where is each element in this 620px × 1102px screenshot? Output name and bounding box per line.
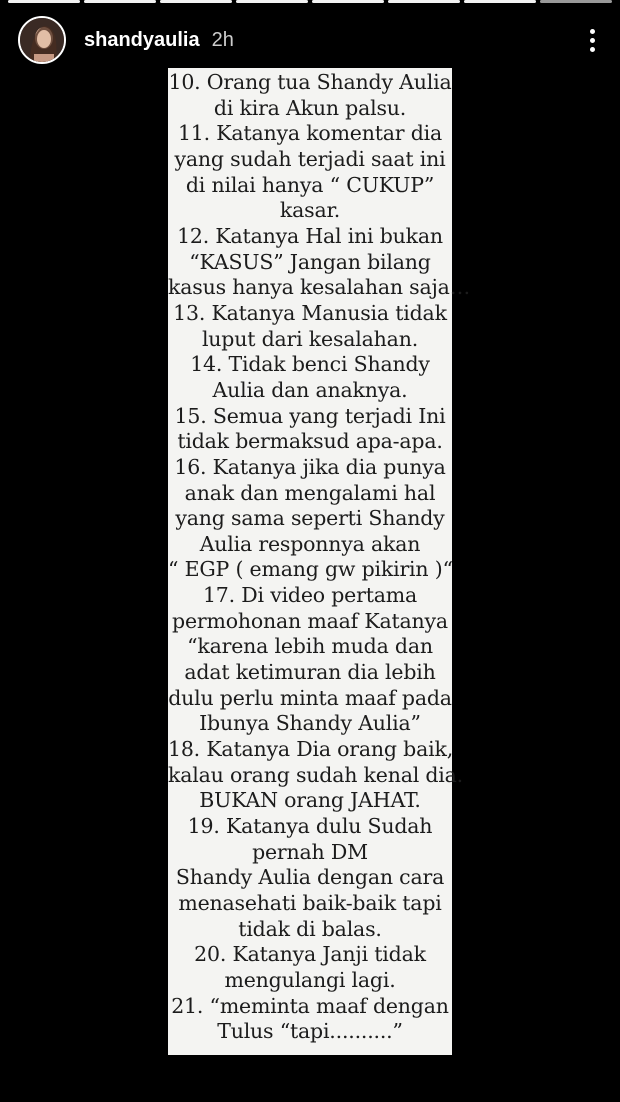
- note-line: 17. Di video pertama: [202, 583, 418, 608]
- note-line: tidak di balas.: [238, 916, 382, 941]
- progress-segment: [160, 0, 232, 3]
- note-line: luput dari kesalahan.: [201, 326, 419, 351]
- note-line: Aulia responnya akan: [199, 531, 421, 556]
- note-line: 13. Katanya Manusia tidak: [173, 300, 447, 325]
- profile-photo: [20, 18, 64, 62]
- progress-segment: [8, 0, 80, 3]
- note-line: “karena lebih muda dan: [187, 634, 433, 659]
- note-line: 14. Tidak benci Shandy: [190, 352, 430, 377]
- note-line: yang sama seperti Shandy: [175, 506, 445, 531]
- note-screenshot: [168, 68, 470, 1055]
- progress-segment: [84, 0, 156, 3]
- progress-segment: [464, 0, 536, 3]
- note-line: anak dan mengalami hal: [184, 480, 436, 505]
- note-line: permohonan maaf Katanya: [172, 608, 448, 633]
- note-line: pernah DM: [252, 839, 368, 864]
- note-line: kalau orang sudah kenal dia.: [168, 762, 464, 787]
- note-line: 18. Katanya Dia orang baik,: [168, 737, 454, 762]
- story-progress-bar: [8, 0, 612, 3]
- note-line: 12. Katanya Hal ini bukan: [177, 223, 443, 248]
- note-line: 21. “meminta maaf dengan: [171, 993, 449, 1018]
- note-line: kasar.: [279, 198, 341, 223]
- note-line: Shandy Aulia dengan cara: [175, 865, 445, 890]
- post-time: 2h: [211, 28, 234, 51]
- progress-segment: [540, 0, 612, 3]
- progress-segment: [236, 0, 308, 3]
- avatar[interactable]: [18, 16, 66, 64]
- note-line: di nilai hanya “ CUKUP”: [185, 172, 435, 197]
- note-line: “KASUS” Jangan bilang: [189, 249, 431, 274]
- note-line: Aulia dan anaknya.: [212, 377, 408, 402]
- note-line: BUKAN orang JAHAT.: [199, 788, 421, 813]
- note-line: 19. Katanya dulu Sudah: [187, 814, 433, 839]
- note-line: kasus hanya kesalahan saja…: [168, 275, 470, 300]
- note-line: Ibunya Shandy Aulia”: [199, 711, 421, 736]
- note-line: dulu perlu minta maaf pada: [168, 685, 452, 710]
- note-line: yang sudah terjadi saat ini: [174, 146, 446, 171]
- note-line: tidak bermaksud apa-apa.: [177, 429, 443, 454]
- note-line: “ EGP ( emang gw pikirin )“: [168, 557, 453, 582]
- note-line: 15. Semua yang terjadi Ini: [174, 403, 446, 428]
- note-line: 16. Katanya jika dia punya: [174, 454, 446, 479]
- progress-segment: [388, 0, 460, 3]
- note-line: adat ketimuran dia lebih: [184, 660, 436, 685]
- story-header: [18, 14, 604, 66]
- note-line: 10. Orang tua Shandy Aulia: [168, 70, 452, 94]
- note-line: 11. Katanya komentar dia: [177, 121, 443, 146]
- note-line: Tulus “tapi..........”: [217, 1019, 403, 1044]
- note-line: menasehati baik-baik tapi: [178, 891, 442, 915]
- username[interactable]: shandyaulia: [84, 28, 200, 51]
- more-vertical-icon[interactable]: [580, 20, 604, 60]
- progress-segment: [312, 0, 384, 3]
- note-line: mengulangi lagi.: [224, 967, 396, 992]
- note-line: 20. Katanya Janji tidak: [194, 942, 426, 967]
- note-line: di kira Akun palsu.: [213, 95, 407, 120]
